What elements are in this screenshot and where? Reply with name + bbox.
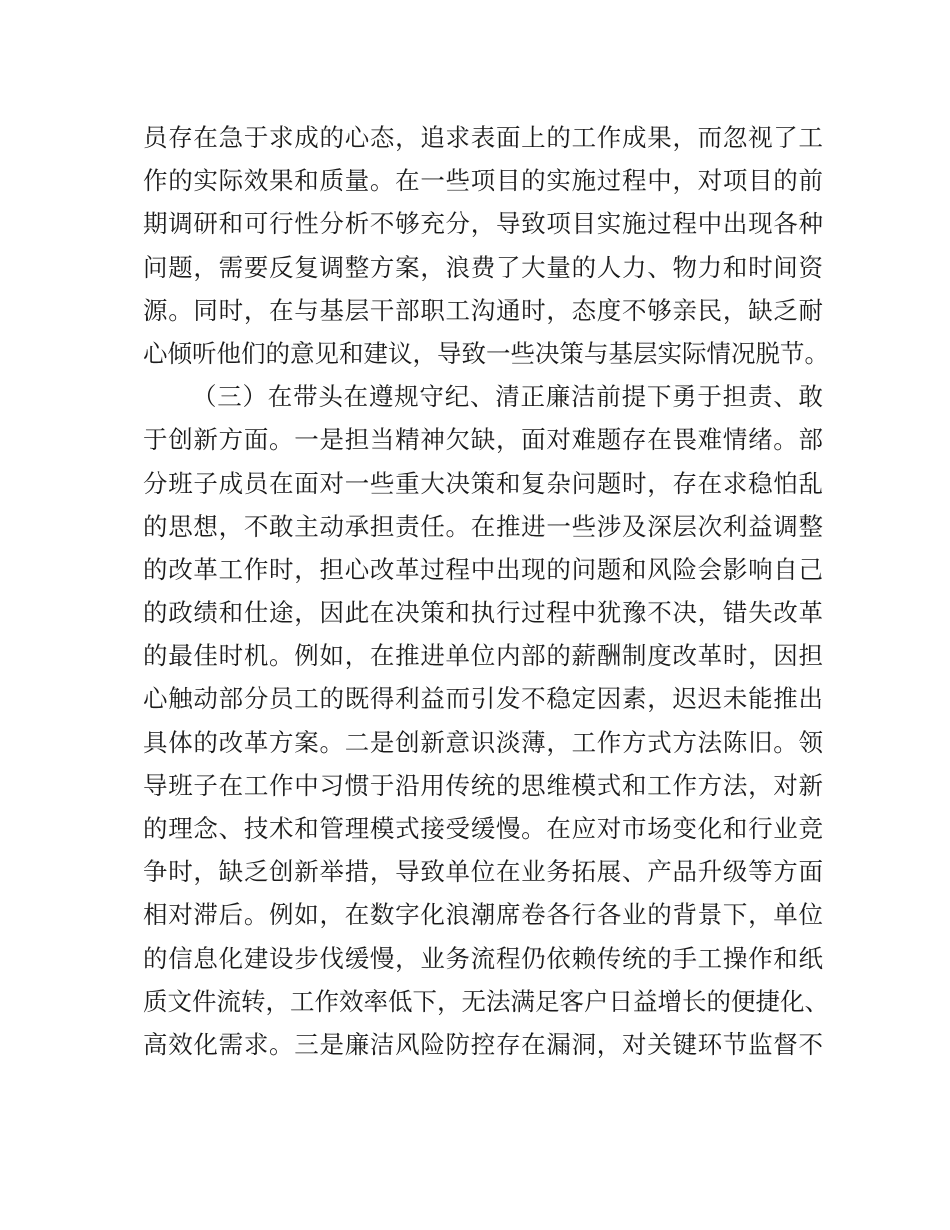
text-line: 的思想，不敢主动承担责任。在推进一些涉及深层次利益调整 (143, 511, 823, 541)
text-line: 具体的改革方案。二是创新意识淡薄，工作方式方法陈旧。领 (143, 727, 823, 757)
text-line: 相对滞后。例如，在数字化浪潮席卷各行各业的背景下，单位 (143, 900, 823, 930)
text-line: 的信息化建设步伐缓慢，业务流程仍依赖传统的手工操作和纸 (143, 943, 823, 973)
text-line: 问题，需要反复调整方案，浪费了大量的人力、物力和时间资 (143, 252, 823, 282)
text-line: 的理念、技术和管理模式接受缓慢。在应对市场变化和行业竞 (143, 814, 823, 843)
text-line: 质文件流转，工作效率低下，无法满足客户日益增长的便捷化、 (143, 986, 829, 1016)
text-line: 于创新方面。一是担当精神欠缺，面对难题存在畏难情绪。部 (143, 425, 823, 455)
text-line: 心触动部分员工的既得利益而引发不稳定因素，迟迟未能推出 (143, 684, 823, 714)
text-line: 源。同时，在与基层干部职工沟通时，态度不够亲民，缺乏耐 (143, 295, 823, 325)
text-line: 分班子成员在面对一些重大决策和复杂问题时，存在求稳怕乱 (143, 468, 823, 498)
body-text (143, 116, 829, 1066)
text-line: 争时，缺乏创新举措，导致单位在业务拓展、产品升级等方面 (143, 857, 823, 887)
text-line: 的最佳时机。例如，在推进单位内部的薪酬制度改革时，因担 (143, 641, 823, 671)
text-line: 作的实际效果和质量。在一些项目的实施过程中，对项目的前 (143, 166, 823, 196)
text-line: 导班子在工作中习惯于沿用传统的思维模式和工作方法，对新 (143, 770, 823, 800)
text-line: 期调研和可行性分析不够充分，导致项目实施过程中出现各种 (143, 209, 823, 239)
text-line: 的政绩和仕途，因此在决策和执行过程中犹豫不决，错失改革 (143, 598, 823, 628)
text-line: 的改革工作时，担心改革过程中出现的问题和风险会影响自己 (143, 554, 823, 584)
section-heading-line: （三）在带头在遵规守纪、清正廉洁前提下勇于担责、敢 (192, 382, 823, 412)
text-line: 高效化需求。三是廉洁风险防控存在漏洞，对关键环节监督不 (143, 1029, 823, 1059)
text-line: 心倾听他们的意见和建议，导致一些决策与基层实际情况脱节。 (143, 338, 829, 368)
text-line: 员存在急于求成的心态，追求表面上的工作成果，而忽视了工 (143, 123, 823, 152)
